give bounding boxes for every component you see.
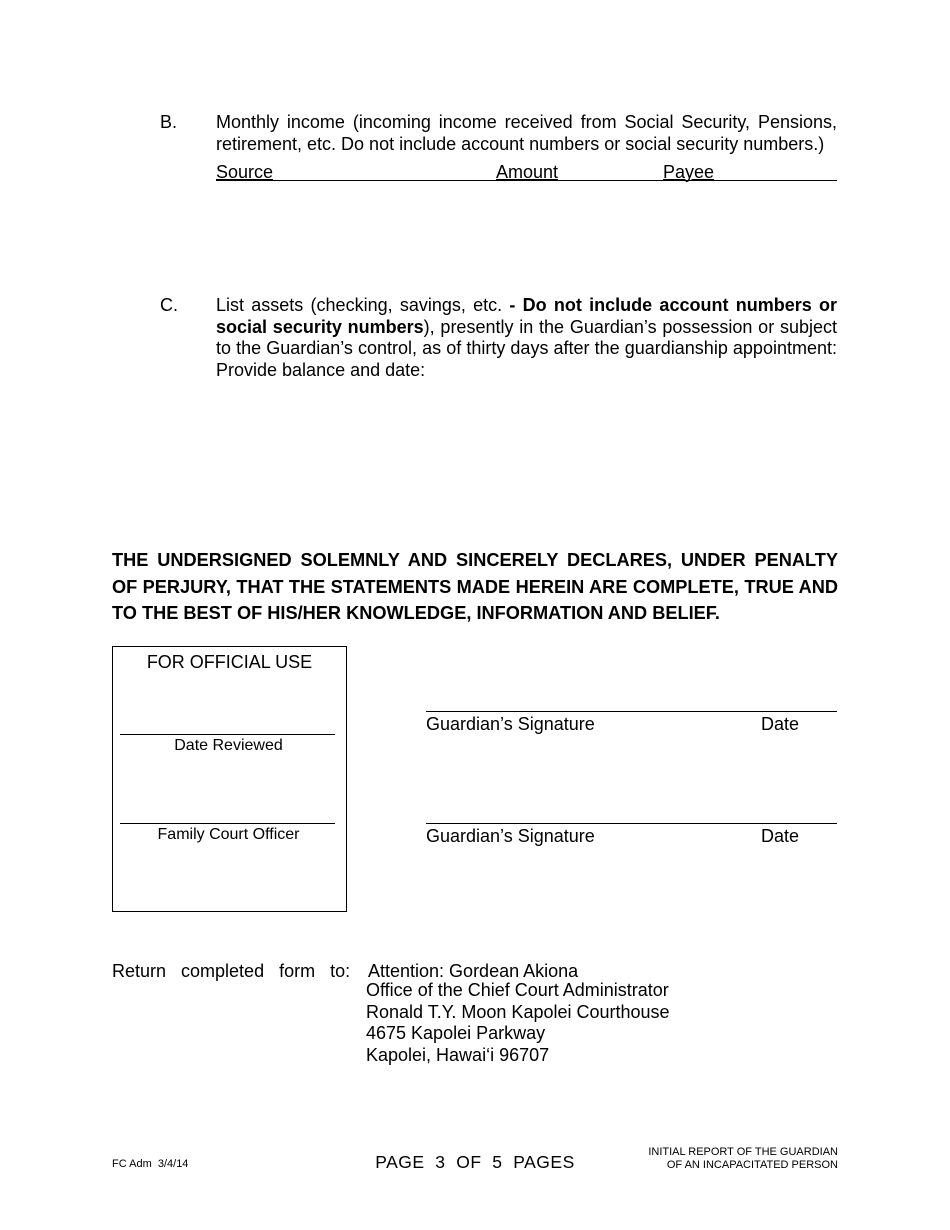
return-instruction: Return completed form to:	[112, 961, 351, 981]
signature-line-1[interactable]	[426, 711, 837, 712]
perjury-declaration: THE UNDERSIGNED SOLEMNLY AND SINCERELY DECLARES, UNDER PENALTY OF PERJURY, THAT THE STATEMENTS MADE HEREIN ARE COMPLETE, TRUE AND TO THE BEST OF HIS/HER KNOWLEDGE, INFORMATION AND BELIEF.	[112, 550, 838, 623]
column-header-payee: Payee	[663, 162, 715, 182]
signature-line-2[interactable]	[426, 823, 837, 824]
document-title	[560, 1146, 838, 1171]
official-use-box	[112, 646, 347, 912]
address-line-4: Kapolei, Hawai‘i 96707	[366, 1045, 550, 1065]
date-reviewed-line	[120, 734, 335, 735]
signature-date-label-2: Date	[761, 826, 800, 846]
column-header-underline	[216, 180, 837, 181]
section-c-text	[216, 295, 837, 381]
section-c-warning: - Do not include account numbers or social security numbers	[216, 295, 837, 337]
official-use-title: FOR OFFICIAL USE	[146, 652, 313, 672]
address-line-2: Ronald T.Y. Moon Kapolei Courthouse	[366, 1002, 670, 1022]
document-title-line-1: INITIAL REPORT OF THE GUARDIAN	[648, 1146, 838, 1158]
guardian-signature-label-1: Guardian’s Signature	[426, 714, 595, 734]
section-c-text-start: List assets (checking, savings, etc.	[216, 295, 503, 315]
address-line-3: 4675 Kapolei Parkway	[366, 1023, 546, 1043]
document-title-line-2: OF AN INCAPACITATED PERSON	[666, 1158, 838, 1171]
section-b-letter: B.	[160, 112, 178, 132]
guardian-signature-label-2: Guardian’s Signature	[426, 826, 595, 846]
officer-line	[120, 823, 335, 824]
column-header-source: Source	[216, 162, 274, 182]
return-attention: Attention: Gordean Akiona	[368, 961, 579, 981]
page-number: PAGE 3 OF 5 PAGES	[375, 1152, 575, 1172]
date-reviewed-label: Date Reviewed	[174, 737, 283, 754]
signature-date-label-1: Date	[761, 714, 800, 734]
section-c-text-end: ), presently in the Guardian’s possession or subject to the Guardian’s control, as of thirty days after the guardianship appointment: Provide balance and date:	[216, 316, 837, 380]
address-line-1: Office of the Chief Court Administrator	[366, 980, 669, 1000]
section-c-letter: C.	[160, 295, 178, 315]
family-court-officer-label: Family Court Officer	[157, 826, 300, 843]
column-header-amount: Amount	[496, 162, 559, 182]
section-b-text: Monthly income (incoming income received from Social Security, Pensions, retirement, etc. Do not include account numbers or social security numbers.)	[216, 112, 837, 154]
form-id: FC Adm 3/4/14	[112, 1158, 189, 1170]
